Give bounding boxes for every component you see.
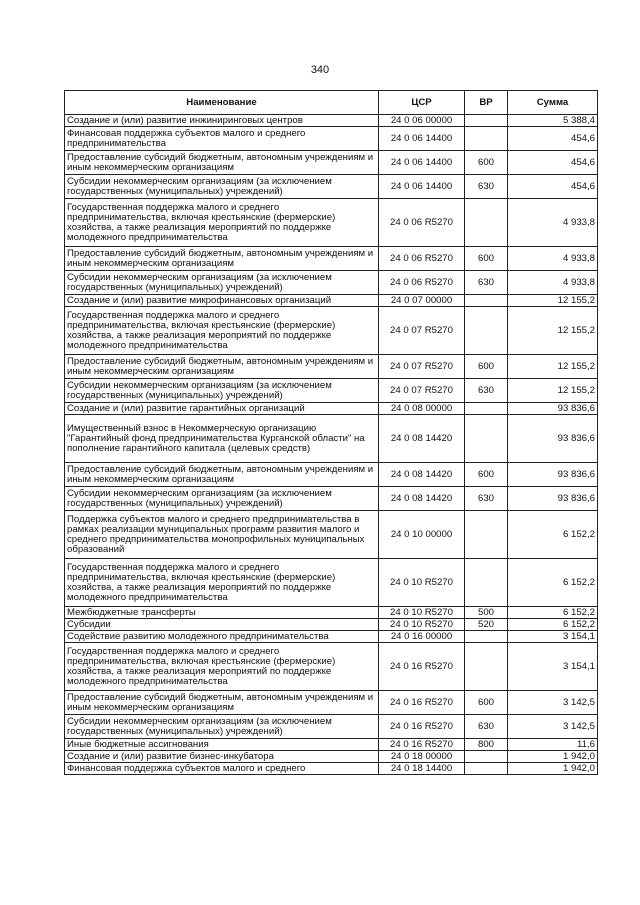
cell-vr [465, 199, 508, 247]
table-row [65, 403, 598, 415]
cell-vr: 630 [465, 271, 508, 295]
table-row [65, 715, 598, 739]
cell-csr: 24 0 10 R5270 [379, 607, 465, 619]
table-row [65, 379, 598, 403]
cell-vr [465, 295, 508, 307]
cell-vr [465, 127, 508, 151]
cell-vr: 500 [465, 607, 508, 619]
table-row [65, 739, 598, 751]
cell-sum: 6 152,2 [508, 619, 598, 631]
cell-vr [465, 751, 508, 763]
table-row [65, 307, 598, 355]
table-row [65, 487, 598, 511]
cell-csr: 24 0 06 R5270 [379, 199, 465, 247]
cell-name: Субсидии некоммерческим организациям (за исключением государственных (муниципальных) учреждений) [65, 715, 379, 739]
table-row [65, 619, 598, 631]
cell-vr: 600 [465, 247, 508, 271]
table-row [65, 559, 598, 607]
cell-vr: 630 [465, 715, 508, 739]
cell-name: Государственная поддержка малого и среднего предпринимательства, включая крестьянские (фермерские) хозяйства, а также реализация мероприятий по поддержке молодежного предпринимательства [65, 559, 379, 607]
cell-csr: 24 0 07 00000 [379, 295, 465, 307]
cell-name: Предоставление субсидий бюджетным, автономным учреждениям и иным некоммерческим организациям [65, 691, 379, 715]
cell-name: Предоставление субсидий бюджетным, автономным учреждениям и иным некоммерческим организациям [65, 463, 379, 487]
cell-csr: 24 0 16 00000 [379, 631, 465, 643]
table-row [65, 355, 598, 379]
cell-csr: 24 0 06 R5270 [379, 271, 465, 295]
cell-name: Содействие развитию молодежного предпринимательства [65, 631, 379, 643]
cell-name: Создание и (или) развитие бизнес-инкубатора [65, 751, 379, 763]
cell-vr [465, 631, 508, 643]
cell-sum: 12 155,2 [508, 355, 598, 379]
cell-name: Создание и (или) развитие инжиниринговых центров [65, 115, 379, 127]
table-row [65, 463, 598, 487]
cell-name: Государственная поддержка малого и среднего предпринимательства, включая крестьянские (фермерские) хозяйства, а также реализация мероприятий по поддержке молодежного предпринимательства [65, 307, 379, 355]
cell-csr: 24 0 07 R5270 [379, 355, 465, 379]
cell-sum: 4 933,8 [508, 199, 598, 247]
cell-sum: 5 388,4 [508, 115, 598, 127]
cell-csr: 24 0 06 00000 [379, 115, 465, 127]
table-row [65, 643, 598, 691]
table-row [65, 175, 598, 199]
cell-csr: 24 0 16 R5270 [379, 643, 465, 691]
table-row [65, 691, 598, 715]
cell-vr [465, 307, 508, 355]
cell-name: Межбюджетные трансферты [65, 607, 379, 619]
cell-vr: 630 [465, 379, 508, 403]
cell-name: Субсидии [65, 619, 379, 631]
cell-csr: 24 0 06 14400 [379, 175, 465, 199]
cell-vr: 630 [465, 175, 508, 199]
cell-name: Имущественный взнос в Некоммерческую организацию "Гарантийный фонд предпринимательства Курганской области" на пополнение гарантийного капитала (целевых средств) [65, 415, 379, 463]
cell-vr: 630 [465, 487, 508, 511]
cell-name: Финансовая поддержка субъектов малого и среднего предпринимательства [65, 127, 379, 151]
cell-name: Государственная поддержка малого и среднего предпринимательства, включая крестьянские (фермерские) хозяйства, а также реализация мероприятий по поддержке молодежного предпринимательства [65, 199, 379, 247]
cell-sum: 3 142,5 [508, 691, 598, 715]
budget-table [64, 90, 598, 775]
cell-csr: 24 0 08 00000 [379, 403, 465, 415]
cell-name: Предоставление субсидий бюджетным, автономным учреждениям и иным некоммерческим организациям [65, 355, 379, 379]
table-row [65, 607, 598, 619]
cell-csr: 24 0 06 R5270 [379, 247, 465, 271]
table-header-row [65, 91, 598, 115]
table-row [65, 127, 598, 151]
cell-sum: 12 155,2 [508, 307, 598, 355]
cell-csr: 24 0 08 14420 [379, 487, 465, 511]
table-row [65, 511, 598, 559]
cell-sum: 454,6 [508, 151, 598, 175]
cell-sum: 93 836,6 [508, 403, 598, 415]
cell-name: Иные бюджетные ассигнования [65, 739, 379, 751]
table-row [65, 151, 598, 175]
cell-sum: 93 836,6 [508, 463, 598, 487]
cell-csr: 24 0 18 14400 [379, 763, 465, 775]
cell-sum: 93 836,6 [508, 487, 598, 511]
cell-sum: 12 155,2 [508, 379, 598, 403]
cell-vr: 520 [465, 619, 508, 631]
cell-vr [465, 559, 508, 607]
cell-csr: 24 0 10 00000 [379, 511, 465, 559]
column-header-sum: Сумма [508, 91, 598, 115]
cell-csr: 24 0 18 00000 [379, 751, 465, 763]
cell-sum: 11,6 [508, 739, 598, 751]
cell-sum: 4 933,8 [508, 247, 598, 271]
cell-name: Предоставление субсидий бюджетным, автономным учреждениям и иным некоммерческим организациям [65, 247, 379, 271]
page-number: 340 [310, 64, 330, 76]
cell-sum: 1 942,0 [508, 763, 598, 775]
cell-name: Поддержка субъектов малого и среднего предпринимательства в рамках реализации муниципальных программ развития малого и среднего предпринимательства монопрофильных муниципальных образований [65, 511, 379, 559]
column-header-csr: ЦСР [379, 91, 465, 115]
table-row [65, 271, 598, 295]
cell-csr: 24 0 06 14400 [379, 127, 465, 151]
cell-csr: 24 0 16 R5270 [379, 691, 465, 715]
cell-sum: 6 152,2 [508, 511, 598, 559]
table-row [65, 199, 598, 247]
cell-sum: 4 933,8 [508, 271, 598, 295]
cell-name: Субсидии некоммерческим организациям (за исключением государственных (муниципальных) учреждений) [65, 271, 379, 295]
cell-name: Предоставление субсидий бюджетным, автономным учреждениям и иным некоммерческим организациям [65, 151, 379, 175]
cell-csr: 24 0 06 14400 [379, 151, 465, 175]
cell-vr [465, 511, 508, 559]
cell-vr [465, 115, 508, 127]
cell-csr: 24 0 16 R5270 [379, 715, 465, 739]
cell-name: Государственная поддержка малого и среднего предпринимательства, включая крестьянские (фермерские) хозяйства, а также реализация мероприятий по поддержке молодежного предпринимательства [65, 643, 379, 691]
table-row [65, 751, 598, 763]
table-row [65, 631, 598, 643]
cell-csr: 24 0 07 R5270 [379, 307, 465, 355]
table-body [65, 115, 598, 775]
table-row [65, 763, 598, 775]
cell-vr: 600 [465, 151, 508, 175]
cell-vr: 800 [465, 739, 508, 751]
cell-csr: 24 0 10 R5270 [379, 619, 465, 631]
cell-sum: 454,6 [508, 175, 598, 199]
cell-sum: 6 152,2 [508, 607, 598, 619]
cell-name: Создание и (или) развитие микрофинансовых организаций [65, 295, 379, 307]
column-header-name: Наименование [65, 91, 379, 115]
cell-vr [465, 415, 508, 463]
cell-vr [465, 403, 508, 415]
table-row [65, 115, 598, 127]
cell-csr: 24 0 08 14420 [379, 415, 465, 463]
cell-csr: 24 0 07 R5270 [379, 379, 465, 403]
cell-sum: 454,6 [508, 127, 598, 151]
cell-name: Субсидии некоммерческим организациям (за исключением государственных (муниципальных) учреждений) [65, 487, 379, 511]
cell-name: Создание и (или) развитие гарантийных организаций [65, 403, 379, 415]
cell-sum: 6 152,2 [508, 559, 598, 607]
cell-sum: 3 142,5 [508, 715, 598, 739]
cell-name: Субсидии некоммерческим организациям (за исключением государственных (муниципальных) учреждений) [65, 175, 379, 199]
cell-sum: 93 836,6 [508, 415, 598, 463]
cell-vr: 600 [465, 355, 508, 379]
cell-vr: 600 [465, 691, 508, 715]
cell-sum: 3 154,1 [508, 643, 598, 691]
cell-sum: 3 154,1 [508, 631, 598, 643]
cell-vr: 600 [465, 463, 508, 487]
cell-vr [465, 643, 508, 691]
cell-sum: 1 942,0 [508, 751, 598, 763]
cell-csr: 24 0 08 14420 [379, 463, 465, 487]
cell-name: Финансовая поддержка субъектов малого и среднего [65, 763, 379, 775]
cell-name: Субсидии некоммерческим организациям (за исключением государственных (муниципальных) учреждений) [65, 379, 379, 403]
column-header-vr: ВР [465, 91, 508, 115]
cell-vr [465, 763, 508, 775]
table-row [65, 295, 598, 307]
cell-sum: 12 155,2 [508, 295, 598, 307]
table-row [65, 415, 598, 463]
cell-csr: 24 0 10 R5270 [379, 559, 465, 607]
cell-csr: 24 0 16 R5270 [379, 739, 465, 751]
table-row [65, 247, 598, 271]
